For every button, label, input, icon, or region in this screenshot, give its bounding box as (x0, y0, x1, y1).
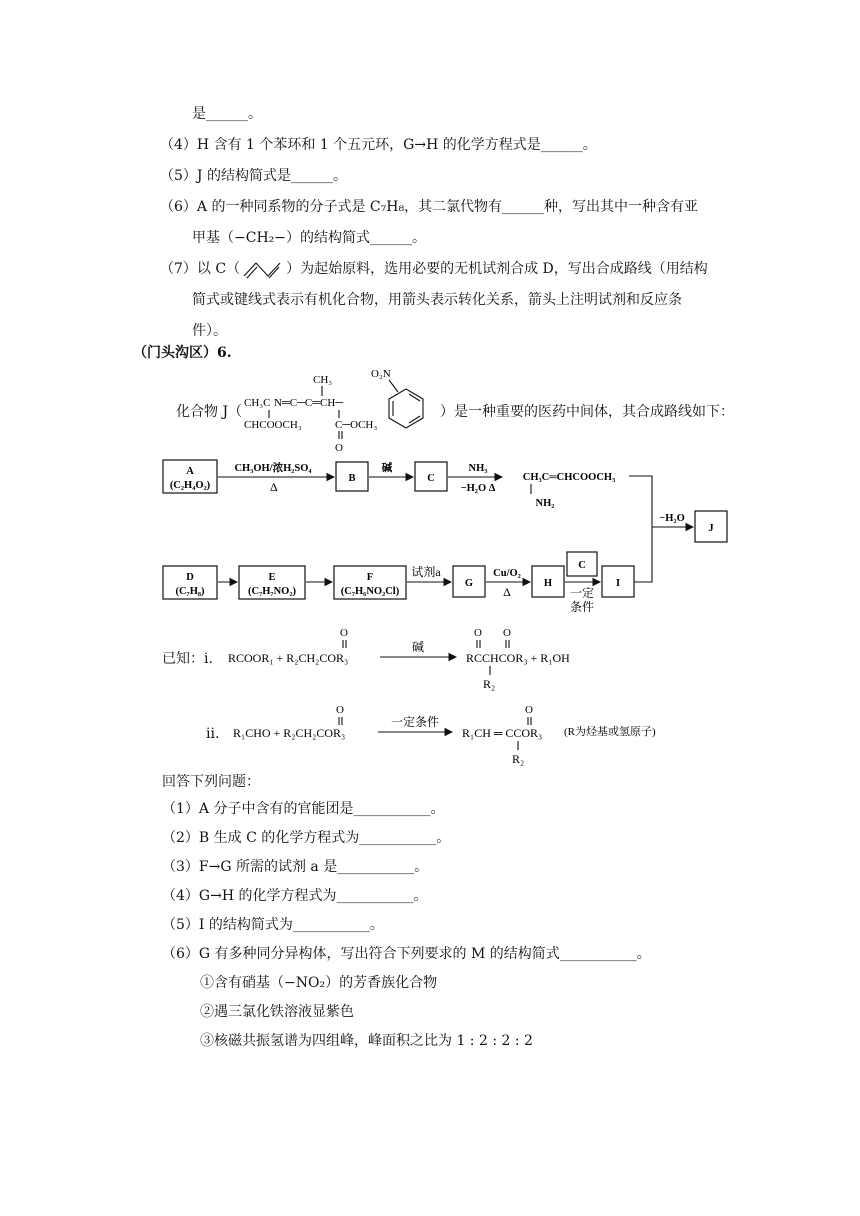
box-f-formula: (C₇H₆NO₂Cl) (340, 586, 400, 597)
box-e-formula: (C₇H₇NO₂) (248, 586, 296, 597)
box-i-label: I (615, 578, 621, 589)
enamine-product: CH₃C═CHCOOCH₃ (522, 472, 616, 483)
r1-right-o1: O (474, 627, 482, 639)
box-c-label: C (427, 473, 435, 484)
condition-1: ①含有硝基（−NO₂）的芳香族化合物 (200, 975, 438, 991)
r2-right-o: O (525, 704, 533, 716)
box-d-formula: (C₇H₈) (175, 586, 205, 597)
box-h-label: H (543, 578, 553, 589)
r1-left: RCOOR₁ + R₂CH₂COR₃ (228, 651, 349, 665)
box-g-label: G (464, 578, 474, 589)
r2-right: R₁CH ═ CCOR₃ (462, 726, 543, 740)
r2-right-r2: R₂ (512, 752, 525, 766)
a-b-condition: Δ (270, 480, 278, 494)
section-header: （门头沟区）6. (133, 345, 232, 361)
box-d-label: D (186, 572, 194, 583)
condition-2: ②遇三氯化铁溶液显紫色 (200, 1004, 354, 1020)
j-no2-label: O₂N (371, 368, 391, 380)
box-e-label: E (268, 572, 276, 583)
r1-right-o2: O (503, 627, 511, 639)
box-j-label: J (708, 523, 714, 534)
q7-text: ）为起始原料，选用必要的无机试剂合成 D，写出合成路线（用结构 (286, 261, 708, 277)
intro-suffix: ）是一种重要的医药中间体，其合成路线如下： (440, 404, 734, 420)
prev-line-answer-tail: 是______。 (192, 106, 262, 122)
r2-left: R₁CHO + R₂CH₂COR₃ (233, 726, 346, 740)
g-h-condition: Δ (503, 585, 511, 599)
j-chain: N═C─C═CH─ (274, 397, 344, 409)
j-ch3c: CH₃C (244, 397, 271, 409)
intro-prefix: 化合物 J（ (176, 404, 243, 420)
box-c-reagent-label: C (578, 560, 586, 571)
f-g-reagent: 试剂a (411, 565, 441, 579)
r1-left-o: O (340, 627, 348, 639)
r1-condition: 碱 (411, 640, 425, 654)
prev-question-7-line2: 简式或键线式表示有机化合物，用箭头表示转化关系，箭头上注明试剂和反应条 (192, 292, 682, 308)
box-b-label: B (348, 473, 356, 484)
to-j-condition: −H₂O (659, 513, 685, 524)
j-ch3-top: CH₃ (313, 374, 333, 386)
condition-3: ③核磁共振氢谱为四组峰，峰面积之比为 1 : 2 : 2 : 2 (200, 1033, 533, 1049)
a-b-reagent: CH₃OH/浓H₂SO₄ (234, 463, 312, 474)
c-p-condition: −H₂O Δ (460, 483, 496, 494)
question-1: （1）A 分子中含有的官能团是___________。 (162, 801, 445, 817)
question-3: （3）F→G 所需的试剂 a 是___________。 (162, 859, 429, 875)
questions-intro: 回答下列问题： (162, 774, 260, 790)
prev-question-7-line3: 件）。 (192, 323, 227, 339)
question-2: （2）B 生成 C 的化学方程式为___________。 (162, 830, 451, 846)
prev-question-5: （5）J 的结构简式是______。 (160, 168, 347, 184)
j-carbonyl-o: O (335, 442, 343, 454)
box-a-label: A (186, 466, 194, 477)
box-f-label: F (366, 572, 374, 583)
prev-question-4: （4）H 含有 1 个苯环和 1 个五元环，G→H 的化学方程式是______。 (160, 137, 597, 153)
r2-condition: 一定条件 (390, 715, 440, 729)
question-5: （5）I 的结构简式为___________。 (162, 917, 384, 933)
j-chcooch3: CHCOOCH₃ (244, 419, 302, 431)
h-i-condition-1: 一定 (569, 586, 595, 600)
c-p-reagent: NH₃ (468, 463, 488, 474)
box-a-formula: (C₂H₄O₂) (169, 480, 211, 491)
r2-note: (R为烃基或氢原子) (564, 726, 656, 738)
known-ii-label: ii. (206, 726, 220, 742)
g-h-reagent: Cu/O₂ (493, 568, 521, 579)
q7-prefix: （7）以 C（ (160, 261, 241, 277)
r1-right: RCCHCOR₃ + R₁OH (466, 651, 570, 665)
question-6: （6）G 有多种同分异构体，写出符合下列要求的 M 的结构简式___________。 (162, 946, 651, 962)
b-c-reagent: 碱 (381, 463, 393, 474)
r1-right-r2: R₂ (483, 677, 496, 691)
enamine-nh2: NH₂ (535, 498, 555, 509)
known-label: 已知：i. (162, 651, 213, 667)
prev-question-6-line2: 甲基（−CH₂−）的结构简式______。 (192, 230, 426, 246)
prev-question-6-line1: （6）A 的一种同系物的分子式是 C₇H₈，其二氯代物有______种，写出其中一种含有亚 (160, 199, 699, 215)
h-i-condition-2: 条件 (569, 600, 595, 614)
question-4: （4）G→H 的化学方程式为___________。 (162, 888, 428, 904)
r2-left-o: O (336, 704, 344, 716)
j-coch3: C─OCH₃ (335, 419, 378, 431)
